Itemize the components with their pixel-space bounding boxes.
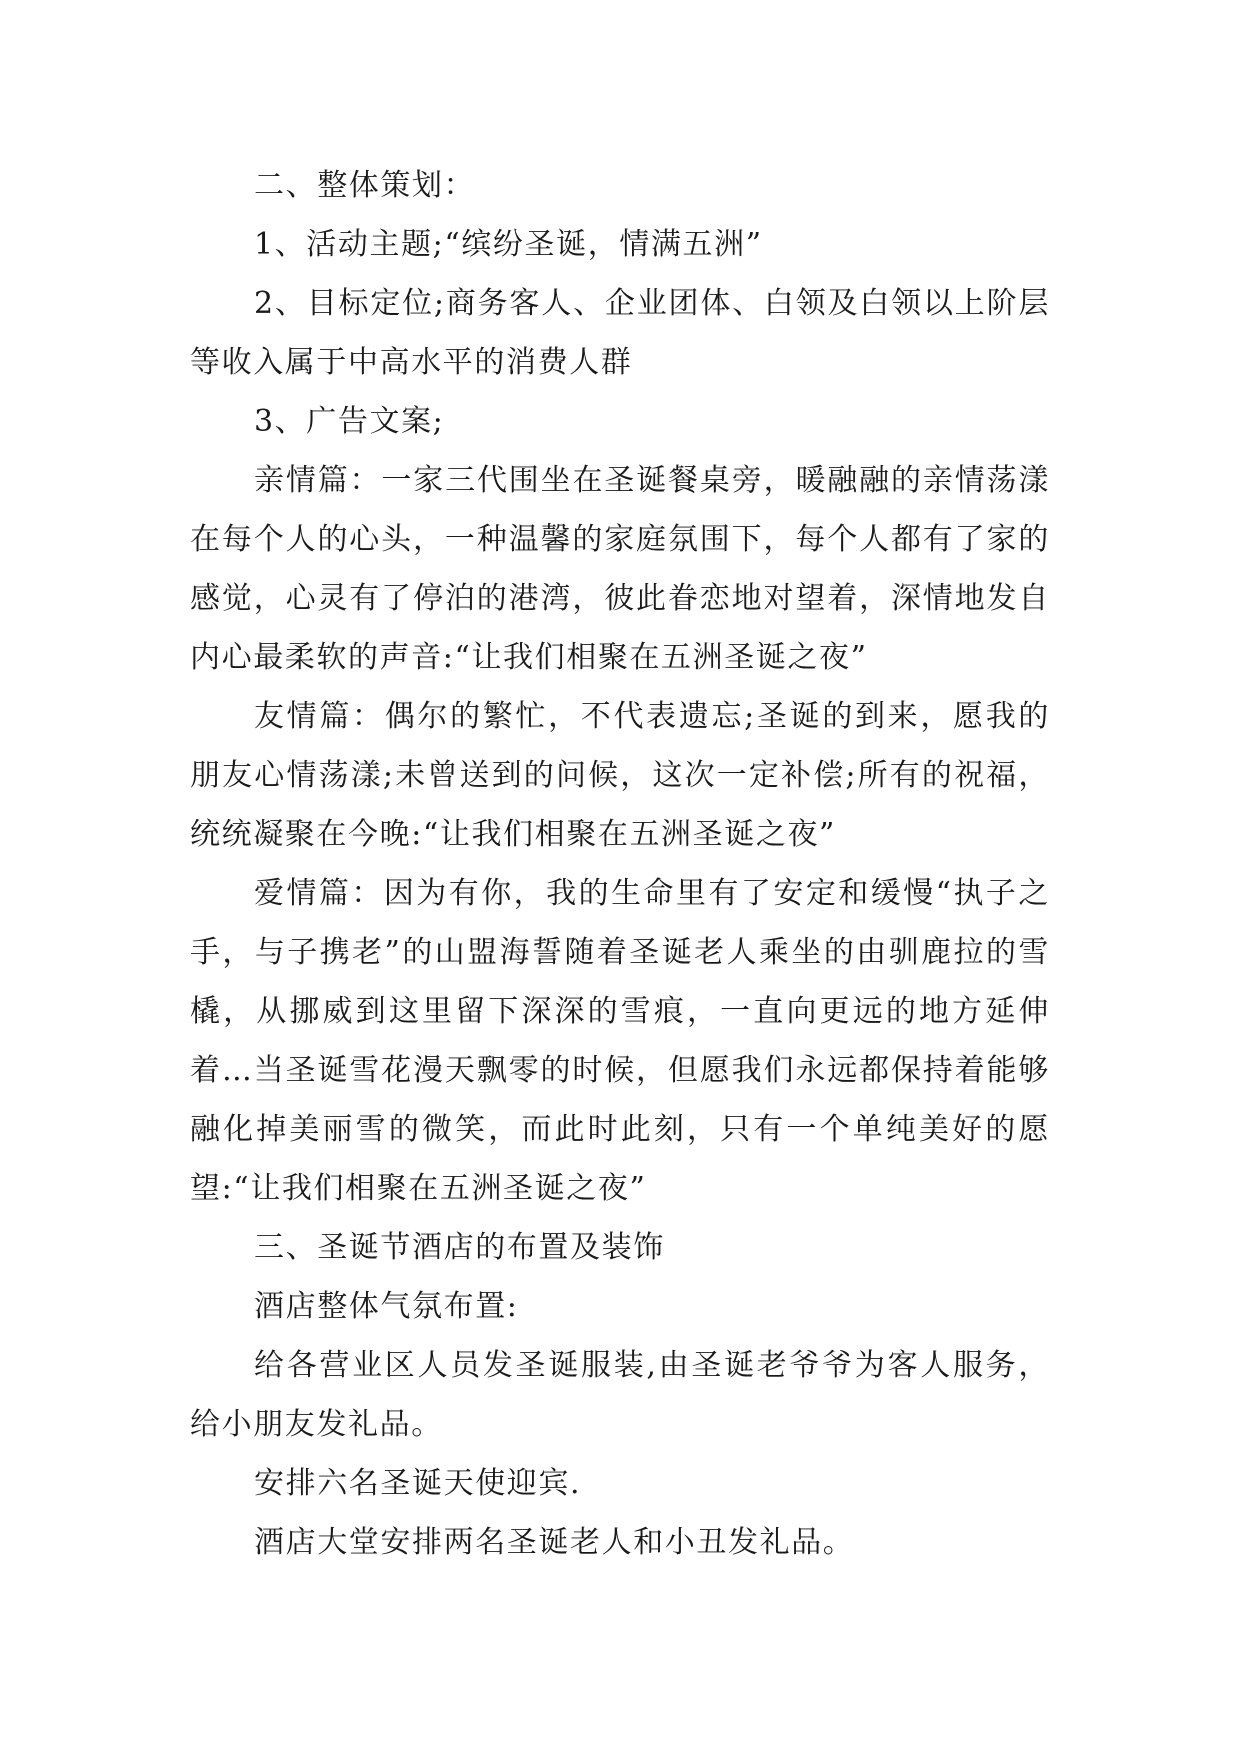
paragraph-friendship: 友情篇：偶尔的繁忙，不代表遗忘;圣诞的到来，愿我的朋友心情荡漾;未曾送到的问候，这次一定补偿;所有的祝福，统统凝聚在今晚:“让我们相聚在五洲圣诞之夜” [190, 699, 1050, 852]
document-body [190, 156, 1050, 1572]
paragraph-lobby: 酒店大堂安排两名圣诞老人和小丑发礼品。 [254, 1525, 855, 1560]
paragraph-family: 亲情篇：一家三代围坐在圣诞餐桌旁，暖融融的亲情荡漾在每个人的心头，一种温馨的家庭氛围下，每个人都有了家的感觉，心灵有了停泊的港湾，彼此眷恋地对望着，深情地发自内心最柔软的声音:“让我们相聚在五洲圣诞之夜” [190, 463, 1050, 675]
paragraph-love: 爱情篇：因为有你，我的生命里有了安定和缓慢“执子之手，与子携老”的山盟海誓随着圣诞老人乘坐的由驯鹿拉的雪橇，从挪威到这里留下深深的雪痕，一直向更远的地方延伸着…当圣诞雪花漫天飘零的时候，但愿我们永远都保持着能够融化掉美丽雪的微笑，而此时此刻，只有一个单纯美好的愿望:“让我们相聚在五洲圣诞之夜” [190, 876, 1050, 1206]
paragraph-angels: 安排六名圣诞天使迎宾. [254, 1466, 582, 1501]
item-target-positioning: 2、目标定位;商务客人、企业团体、白领及白领以上阶层等收入属于中高水平的消费人群 [190, 286, 1050, 380]
heading-decoration: 三、圣诞节酒店的布置及装饰 [254, 1230, 665, 1265]
subheading-atmosphere: 酒店整体气氛布置: [254, 1289, 519, 1324]
heading-overall-plan: 二、整体策划： [254, 168, 476, 203]
paragraph-costumes: 给各营业区人员发圣诞服装,由圣诞老爷爷为客人服务，给小朋友发礼品。 [190, 1348, 1050, 1442]
item-activity-theme: 1、活动主题;“缤纷圣诞，情满五洲” [254, 227, 763, 262]
item-ad-copy: 3、广告文案; [254, 404, 445, 439]
